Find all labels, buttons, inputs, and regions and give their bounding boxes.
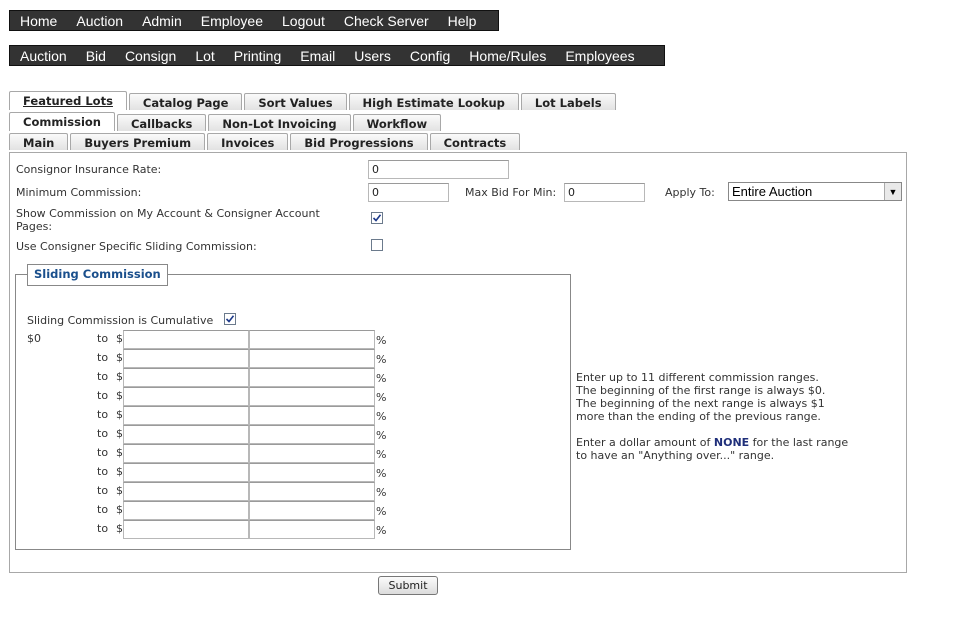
dollar-sign: $: [116, 389, 123, 402]
range-percent-input[interactable]: [249, 463, 375, 482]
nav-home-rules[interactable]: Home/Rules: [469, 47, 547, 64]
checkmark-icon: [372, 213, 382, 223]
percent-sign: %: [376, 372, 387, 385]
tab-high-estimate-lookup[interactable]: High Estimate Lookup: [349, 93, 519, 110]
range-to-label: to: [97, 427, 109, 440]
tab-row-2: [9, 112, 443, 131]
nav-bid[interactable]: Bid: [85, 47, 106, 64]
range-percent-input[interactable]: [249, 482, 375, 501]
show-commission-checkbox[interactable]: [371, 212, 383, 224]
nav-email[interactable]: Email: [300, 47, 336, 64]
tab-catalog-page[interactable]: Catalog Page: [129, 93, 242, 110]
tab-callbacks[interactable]: Callbacks: [117, 114, 206, 131]
max-bid-input[interactable]: [564, 183, 645, 202]
sliding-commission-legend: Sliding Commission: [27, 264, 168, 286]
dollar-sign: $: [116, 370, 123, 383]
percent-sign: %: [376, 486, 387, 499]
checkmark-icon: [225, 314, 235, 324]
dollar-sign: $: [116, 503, 123, 516]
range-amount-input[interactable]: [123, 520, 249, 539]
range-amount-input[interactable]: [123, 482, 249, 501]
range-amount-input[interactable]: [123, 330, 249, 349]
percent-sign: %: [376, 448, 387, 461]
range-amount-input[interactable]: [123, 368, 249, 387]
range-to-label: to: [97, 465, 109, 478]
range-percent-input[interactable]: [249, 444, 375, 463]
percent-sign: %: [376, 467, 387, 480]
help-line: The beginning of the first range is always $0.: [576, 384, 826, 397]
dollar-sign: $: [116, 351, 123, 364]
max-bid-label: Max Bid For Min:: [465, 186, 557, 199]
range-amount-input[interactable]: [123, 463, 249, 482]
nav-lot[interactable]: Lot: [195, 47, 215, 64]
percent-sign: %: [376, 524, 387, 537]
apply-to-label: Apply To:: [665, 186, 715, 199]
range-percent-input[interactable]: [249, 425, 375, 444]
nav-check-server[interactable]: Check Server: [343, 12, 429, 29]
range-to-label: to: [97, 389, 109, 402]
tab-sort-values[interactable]: Sort Values: [244, 93, 346, 110]
dollar-sign: $: [116, 446, 123, 459]
dollar-sign: $: [116, 484, 123, 497]
sub-nav-bar: [9, 45, 665, 66]
range-to-label: to: [97, 408, 109, 421]
percent-sign: %: [376, 505, 387, 518]
percent-sign: %: [376, 429, 387, 442]
cumulative-label: Sliding Commission is Cumulative: [27, 314, 214, 327]
nav-admin[interactable]: Admin: [142, 12, 182, 29]
percent-sign: %: [376, 353, 387, 366]
range-to-label: to: [97, 446, 109, 459]
range-percent-input[interactable]: [249, 406, 375, 425]
nav-auction[interactable]: Auction: [76, 12, 124, 29]
nav-consign[interactable]: Consign: [124, 47, 177, 64]
help-line: The beginning of the next range is always $1: [576, 397, 825, 410]
help-line: to have an "Anything over..." range.: [576, 449, 775, 462]
nav-home[interactable]: Home: [20, 12, 58, 29]
min-commission-input[interactable]: [368, 183, 449, 202]
cumulative-checkbox[interactable]: [224, 313, 236, 325]
submit-button[interactable]: Submit: [378, 576, 438, 595]
tab-workflow[interactable]: Workflow: [353, 114, 442, 131]
percent-sign: %: [376, 334, 387, 347]
dollar-sign: $: [116, 465, 123, 478]
nav-employees[interactable]: Employees: [565, 47, 635, 64]
sliding-commission-fieldset: [15, 267, 571, 550]
help-line: more than the ending of the previous range.: [576, 410, 821, 423]
dropdown-arrow-icon[interactable]: ▼: [884, 183, 901, 200]
use-specific-label: Use Consigner Specific Sliding Commission:: [16, 240, 257, 253]
apply-to-select[interactable]: [728, 182, 902, 201]
percent-sign: %: [376, 391, 387, 404]
help-line: Enter up to 11 different commission ranges.: [576, 371, 819, 384]
range-to-label: to: [97, 351, 109, 364]
nav-employee[interactable]: Employee: [200, 12, 264, 29]
dollar-sign: $: [116, 427, 123, 440]
tab-contracts[interactable]: Contracts: [430, 133, 521, 150]
commission-panel: [9, 152, 907, 573]
insurance-label: Consignor Insurance Rate:: [16, 163, 162, 176]
range-amount-input[interactable]: [123, 349, 249, 368]
nav-users[interactable]: Users: [354, 47, 391, 64]
min-commission-label: Minimum Commission:: [16, 186, 142, 199]
range-amount-input[interactable]: [123, 501, 249, 520]
range-to-label: to: [97, 332, 109, 345]
show-commission-label: Show Commission on My Account & Consigner Account Pages:: [16, 207, 320, 233]
range-percent-input[interactable]: [249, 368, 375, 387]
nav-config[interactable]: Config: [409, 47, 451, 64]
tab-invoices[interactable]: Invoices: [207, 133, 288, 150]
dollar-sign: $: [116, 332, 123, 345]
tab-non-lot-invoicing[interactable]: Non-Lot Invoicing: [208, 114, 350, 131]
range-percent-input[interactable]: [249, 520, 375, 539]
nav-printing[interactable]: Printing: [233, 47, 282, 64]
main-nav-bar: [9, 10, 499, 31]
tab-main[interactable]: Main: [9, 133, 68, 150]
range-to-label: to: [97, 484, 109, 497]
range-amount-input[interactable]: [123, 425, 249, 444]
range-percent-input[interactable]: [249, 501, 375, 520]
nav-help[interactable]: Help: [447, 12, 477, 29]
range-amount-input[interactable]: [123, 444, 249, 463]
help-text: [576, 371, 896, 462]
range-percent-input[interactable]: [249, 330, 375, 349]
range-to-label: to: [97, 503, 109, 516]
range-start-value: $0: [27, 332, 41, 345]
tab-lot-labels[interactable]: Lot Labels: [521, 93, 616, 110]
tab-commission[interactable]: Commission: [9, 112, 115, 131]
tab-featured-lots[interactable]: Featured Lots: [9, 91, 127, 110]
help-line: Enter a dollar amount of NONE for the last range: [576, 436, 849, 449]
range-amount-input[interactable]: [123, 406, 249, 425]
range-to-label: to: [97, 370, 109, 383]
range-amount-input[interactable]: [123, 387, 249, 406]
insurance-rate-input[interactable]: [368, 160, 509, 179]
tab-row-1: [9, 91, 618, 110]
use-specific-checkbox[interactable]: [371, 239, 383, 251]
tab-row-3: [9, 133, 522, 150]
tab-bid-progressions[interactable]: Bid Progressions: [290, 133, 427, 150]
nav-logout[interactable]: Logout: [282, 12, 325, 29]
percent-sign: %: [376, 410, 387, 423]
dollar-sign: $: [116, 522, 123, 535]
nav-auction[interactable]: Auction: [20, 47, 67, 64]
apply-to-value: Entire Auction: [732, 184, 813, 199]
range-to-label: to: [97, 522, 109, 535]
dollar-sign: $: [116, 408, 123, 421]
tab-buyers-premium[interactable]: Buyers Premium: [70, 133, 205, 150]
range-percent-input[interactable]: [249, 387, 375, 406]
range-percent-input[interactable]: [249, 349, 375, 368]
